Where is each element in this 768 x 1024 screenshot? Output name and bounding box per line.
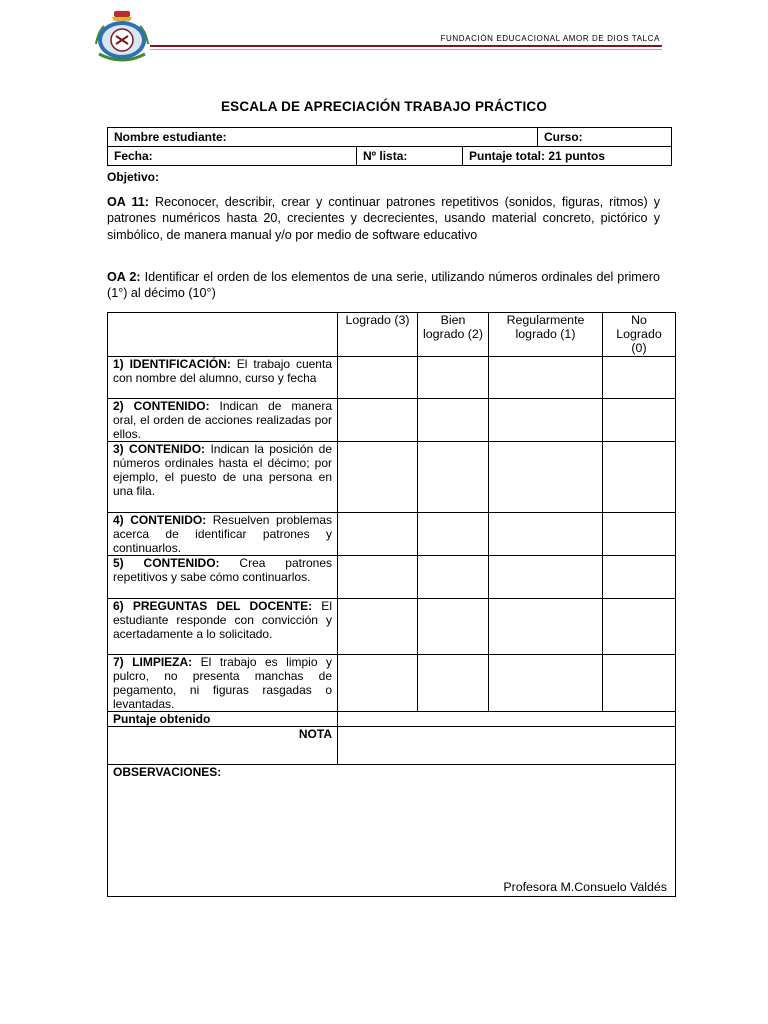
document-title: ESCALA DE APRECIACIÓN TRABAJO PRÁCTICO bbox=[220, 99, 548, 114]
oa2-label: OA 2: bbox=[107, 270, 141, 284]
score-cell[interactable] bbox=[338, 599, 418, 655]
score-cell[interactable] bbox=[338, 357, 418, 399]
criterion-row bbox=[108, 513, 676, 556]
criterion-row bbox=[108, 556, 676, 599]
criterion-label: 4) CONTENIDO: bbox=[113, 513, 207, 527]
score-cell[interactable] bbox=[489, 442, 603, 513]
criterion-text: El trabajo es limpio y pulcro, no presenta manchas de pegamento, ni figuras rasgadas o levantadas. bbox=[113, 655, 333, 711]
oa2-paragraph bbox=[107, 269, 660, 302]
course-field[interactable]: Curso: bbox=[538, 128, 672, 147]
criterion-text: El estudiante responde con convicción y acertadamente a lo solicitado. bbox=[113, 599, 332, 641]
criterion-text: Crea patrones repetitivos y sabe cómo continuarlos. bbox=[113, 556, 332, 584]
score-cell[interactable] bbox=[418, 513, 489, 556]
criterion-text: Resuelven problemas acerca de identificar patrones y continuarlos. bbox=[113, 513, 332, 555]
criterion-cell bbox=[108, 513, 338, 556]
column-logrado: Logrado (3) bbox=[338, 313, 418, 357]
school-crest-icon bbox=[90, 10, 154, 66]
criterion-label: 1) IDENTIFICACIÓN: bbox=[113, 357, 231, 371]
student-name-field[interactable]: Nombre estudiante: bbox=[108, 128, 538, 147]
criterion-row bbox=[108, 399, 676, 442]
column-bien-logrado: Bien logrado (2) bbox=[418, 313, 489, 357]
criterion-cell bbox=[108, 399, 338, 442]
score-cell[interactable] bbox=[338, 513, 418, 556]
criterion-label: 7) LIMPIEZA: bbox=[113, 655, 193, 669]
score-cell[interactable] bbox=[603, 513, 676, 556]
column-regularmente-logrado: Regularmente logrado (1) bbox=[489, 313, 603, 357]
criterion-text: Indican de manera oral, el orden de acciones realizadas por ellos. bbox=[113, 399, 333, 441]
score-cell[interactable] bbox=[603, 655, 676, 712]
criterion-cell bbox=[108, 655, 338, 712]
criterion-text: Indican la posición de números ordinales hasta el décimo; por ejemplo, el puesto de una persona en una fila. bbox=[113, 442, 333, 498]
grade-label: NOTA bbox=[108, 727, 338, 765]
score-cell[interactable] bbox=[603, 442, 676, 513]
oa11-label: OA 11: bbox=[107, 195, 149, 209]
score-cell[interactable] bbox=[418, 655, 489, 712]
criterion-text: El trabajo cuenta con nombre del alumno, curso y fecha bbox=[113, 357, 332, 385]
oa11-text: Reconocer, describir, crear y continuar patrones repetitivos (sonidos, figuras, ritmos) y patrones numéricos hasta 20, crecientes y decrecientes, usando material concreto, pictórico y simbólico, de manera manual y/o por medio de software educativo bbox=[107, 195, 660, 242]
total-score-field: Puntaje total: 21 puntos bbox=[463, 147, 672, 166]
criterion-row bbox=[108, 655, 676, 712]
score-cell[interactable] bbox=[418, 357, 489, 399]
score-cell[interactable] bbox=[489, 399, 603, 442]
criterion-cell bbox=[108, 357, 338, 399]
score-cell[interactable] bbox=[418, 599, 489, 655]
score-obtained-label: Puntaje obtenido bbox=[108, 712, 338, 727]
column-no-logrado: No Logrado (0) bbox=[603, 313, 676, 357]
header-rule bbox=[150, 45, 662, 47]
list-number-field[interactable]: Nº lista: bbox=[357, 147, 463, 166]
score-cell[interactable] bbox=[338, 556, 418, 599]
criterion-row bbox=[108, 599, 676, 655]
student-info-table bbox=[107, 127, 672, 166]
oa11-paragraph bbox=[107, 194, 660, 243]
teacher-signature: Profesora M.Consuelo Valdés bbox=[503, 880, 667, 894]
criterion-row bbox=[108, 442, 676, 513]
criterion-cell bbox=[108, 599, 338, 655]
score-cell[interactable] bbox=[338, 442, 418, 513]
rubric-table bbox=[107, 312, 676, 897]
rubric-corner-cell bbox=[108, 313, 338, 357]
score-cell[interactable] bbox=[603, 399, 676, 442]
school-name: FUNDACIÓN EDUCACIONAL AMOR DE DIOS TALCA bbox=[440, 34, 660, 43]
score-cell[interactable] bbox=[418, 442, 489, 513]
observations-label: OBSERVACIONES: bbox=[113, 765, 222, 779]
criterion-cell bbox=[108, 556, 338, 599]
objective-label: Objetivo: bbox=[107, 170, 160, 184]
criterion-cell bbox=[108, 442, 338, 513]
score-cell[interactable] bbox=[603, 357, 676, 399]
criterion-label: 3) CONTENIDO: bbox=[113, 442, 206, 456]
criterion-label: 5) CONTENIDO: bbox=[113, 556, 220, 570]
score-cell[interactable] bbox=[489, 556, 603, 599]
score-cell[interactable] bbox=[489, 513, 603, 556]
score-obtained-field[interactable] bbox=[338, 712, 676, 727]
grade-field[interactable] bbox=[338, 727, 676, 765]
date-field[interactable]: Fecha: bbox=[108, 147, 357, 166]
criterion-label: 2) CONTENIDO: bbox=[113, 399, 210, 413]
oa2-text: Identificar el orden de los elementos de una serie, utilizando números ordinales del primero (1°) al décimo (10°) bbox=[107, 270, 660, 301]
score-cell[interactable] bbox=[603, 556, 676, 599]
score-cell[interactable] bbox=[418, 556, 489, 599]
score-cell[interactable] bbox=[338, 655, 418, 712]
score-cell[interactable] bbox=[489, 599, 603, 655]
score-cell[interactable] bbox=[418, 399, 489, 442]
score-cell[interactable] bbox=[489, 357, 603, 399]
criterion-row bbox=[108, 357, 676, 399]
score-cell[interactable] bbox=[603, 599, 676, 655]
score-cell[interactable] bbox=[489, 655, 603, 712]
score-cell[interactable] bbox=[338, 399, 418, 442]
observations-field[interactable] bbox=[108, 765, 676, 897]
criterion-label: 6) PREGUNTAS DEL DOCENTE: bbox=[113, 599, 313, 613]
header-rule-thin bbox=[150, 49, 662, 50]
